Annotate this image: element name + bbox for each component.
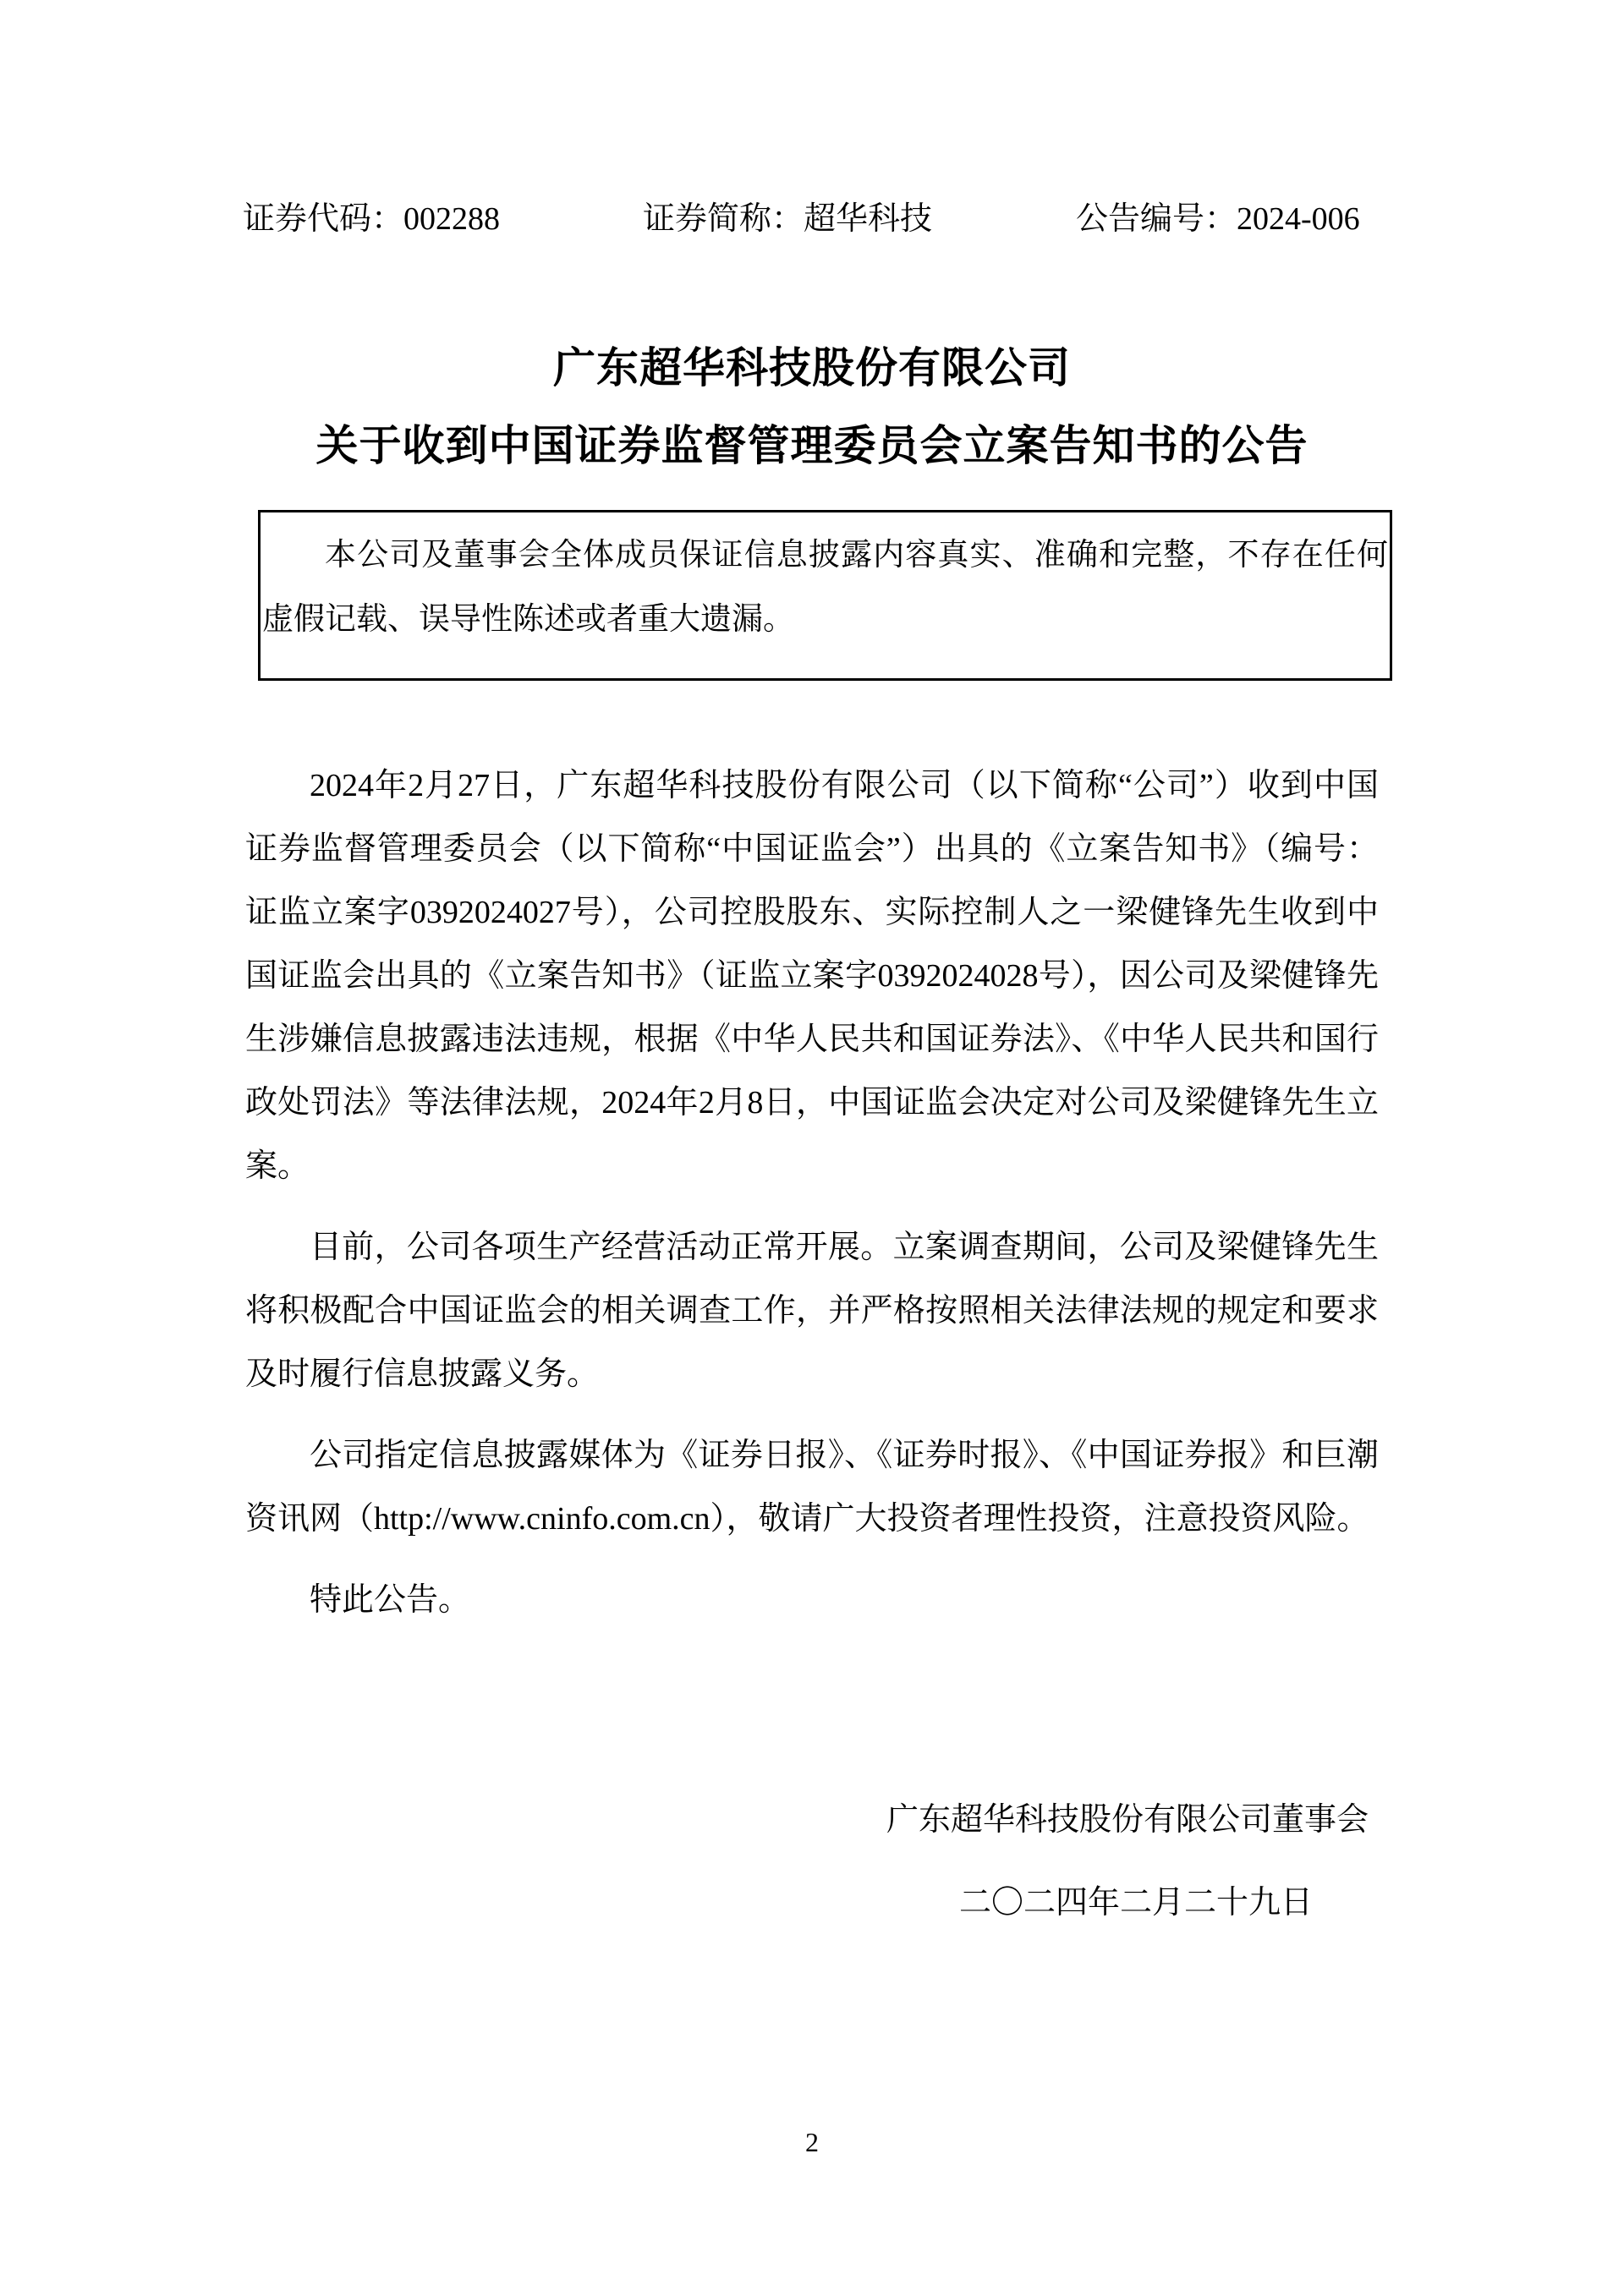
company-title: 广东超华科技股份有限公司 (553, 344, 1071, 392)
closing-statement: 特此公告。 (310, 1582, 471, 1618)
announcement-subject-title: 关于收到中国证券监督管理委员会立案告知书的公告 (315, 422, 1309, 469)
stock-abbreviation: 证券简称：超华科技 (643, 201, 933, 237)
document-header-row (0, 198, 1624, 240)
signature-company: 广东超华科技股份有限公司董事会 (886, 1802, 1369, 1838)
body-paragraph: 公司指定信息披露媒体为《证券日报》、《证券时报》、《中国证券报》和巨潮资讯网（http://www.cninfo.com.cn），敬请广大投资者理性投资，注意投资风险。 (245, 1438, 1379, 1537)
signature-block (886, 1778, 1369, 1944)
disclaimer-text: 本公司及董事会全体成员保证信息披露内容真实、准确和完整，不存在任何虚假记载、误导性陈述或者重大遗漏。 (262, 538, 1388, 637)
body-paragraph: 2024年2月27日，广东超华科技股份有限公司（以下简称“公司”）收到中国证券监督管理委员会（以下简称“中国证监会”）出具的《立案告知书》（编号：证监立案字0392024027号），公司控股股东、实际控制人之一梁健锋先生收到中国证监会出具的《立案告知书》（证监立案字0392024028号），因公司及梁健锋先生涉嫌信息披露违法违规，根据《中华人民共和国证券法》、《中华人民共和国行政处罚法》等法律法规，2024年2月8日，中国证监会决定对公司及梁健锋先生立案。 (245, 768, 1379, 1184)
disclaimer-box (258, 510, 1392, 681)
announcement-number: 公告编号：2024-006 (1076, 201, 1360, 237)
signature-date: 二〇二四年二月二十九日 (958, 1885, 1313, 1921)
page-number: 2 (805, 2127, 819, 2157)
body-paragraph: 目前，公司各项生产经营活动正常开展。立案调查期间，公司及梁健锋先生将积极配合中国证监会的相关调查工作，并严格按照相关法律法规的规定和要求及时履行信息披露义务。 (245, 1230, 1379, 1392)
stock-code: 证券代码：002288 (243, 201, 501, 237)
document-body (245, 754, 1379, 1650)
document-title-block (0, 329, 1624, 485)
